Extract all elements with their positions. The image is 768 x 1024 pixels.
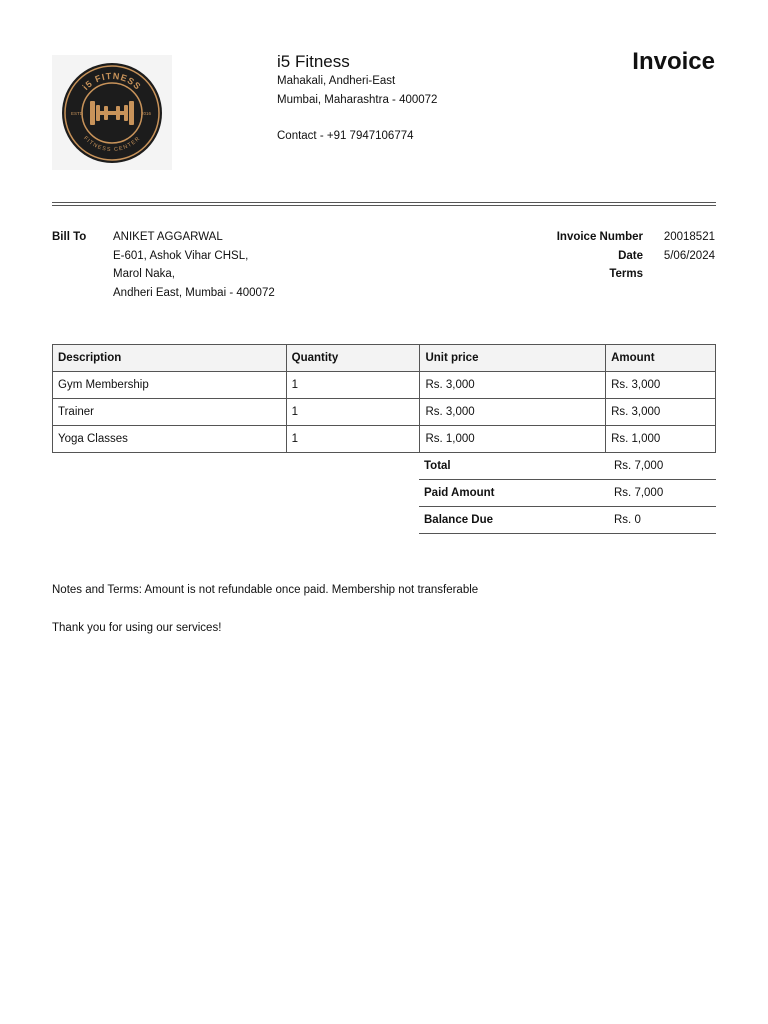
- company-logo: [52, 55, 172, 170]
- cell-unit-price: Rs. 3,000: [420, 372, 606, 399]
- bill-to-line2: Marol Naka,: [113, 268, 175, 280]
- cell-quantity: 1: [286, 372, 420, 399]
- meta-value: 20018521: [663, 231, 715, 243]
- logo-left-text: ESTD: [71, 111, 84, 116]
- cell-description: Trainer: [53, 399, 287, 426]
- total-value: Rs. 7,000: [614, 460, 664, 472]
- logo-ring-text-top: i5 FITNESS: [80, 70, 144, 93]
- meta-label: Terms: [609, 268, 643, 280]
- column-header: Amount: [606, 345, 716, 372]
- invoice-meta: [557, 228, 715, 284]
- balance-due-label: Balance Due: [424, 514, 494, 526]
- meta-label: Invoice Number: [556, 231, 643, 243]
- column-header: Description: [53, 345, 287, 372]
- bill-to-line3: Andheri East, Mumbai - 400072: [113, 286, 275, 299]
- total-label: Total: [424, 460, 451, 472]
- table-header-row: [53, 345, 716, 372]
- bill-to-address: [113, 228, 275, 302]
- paid-amount-row: [419, 480, 716, 507]
- company-name: i5 Fitness: [277, 52, 350, 71]
- header-divider-bottom: [52, 205, 716, 206]
- cell-amount: Rs. 3,000: [606, 399, 716, 426]
- column-header: Quantity: [286, 345, 420, 372]
- bill-to-line1: E-601, Ashok Vihar CHSL,: [113, 249, 249, 262]
- meta-terms: [557, 265, 715, 284]
- company-contact: Contact - +91 7947106774: [277, 130, 414, 142]
- thank-you-message: Thank you for using our services!: [52, 622, 222, 634]
- bill-to-name: ANIKET AGGARWAL: [113, 231, 223, 243]
- column-header: Unit price: [420, 345, 606, 372]
- balance-due-row: [419, 507, 716, 534]
- dumbbell-logo-icon: [52, 55, 172, 170]
- meta-invoice-number: [557, 228, 715, 247]
- cell-quantity: 1: [286, 426, 420, 453]
- notes-and-terms: Notes and Terms: Amount is not refundable once paid. Membership not transferable: [52, 584, 479, 596]
- cell-description: Yoga Classes: [53, 426, 287, 453]
- table-row: [53, 399, 716, 426]
- cell-quantity: 1: [286, 399, 420, 426]
- logo-right-text: 2016: [141, 111, 152, 116]
- cell-amount: Rs. 3,000: [606, 372, 716, 399]
- meta-value: 5/06/2024: [663, 249, 715, 262]
- company-info: [277, 52, 437, 143]
- balance-due-value: Rs. 0: [614, 514, 641, 526]
- cell-unit-price: Rs. 3,000: [420, 399, 606, 426]
- table-row: [53, 372, 716, 399]
- meta-label: Date: [618, 249, 643, 262]
- logo-ring-text-bottom: FITNESS CENTER: [82, 135, 142, 154]
- meta-value: [643, 265, 715, 284]
- items-table: [52, 344, 716, 453]
- company-address-line1: Mahakali, Andheri-East: [277, 75, 396, 87]
- cell-amount: Rs. 1,000: [606, 426, 716, 453]
- cell-unit-price: Rs. 1,000: [420, 426, 606, 453]
- meta-date: [557, 247, 715, 266]
- cell-description: Gym Membership: [53, 372, 287, 399]
- total-row: [419, 453, 716, 480]
- table-row: [53, 426, 716, 453]
- document-title: Invoice: [632, 48, 715, 75]
- paid-amount-label: Paid Amount: [424, 487, 495, 499]
- bill-to-label: Bill To: [52, 231, 87, 243]
- company-address-line2: Mumbai, Maharashtra - 400072: [277, 94, 438, 106]
- header-divider-top: [52, 202, 716, 203]
- totals-section: [419, 453, 716, 534]
- paid-amount-value: Rs. 7,000: [614, 487, 664, 499]
